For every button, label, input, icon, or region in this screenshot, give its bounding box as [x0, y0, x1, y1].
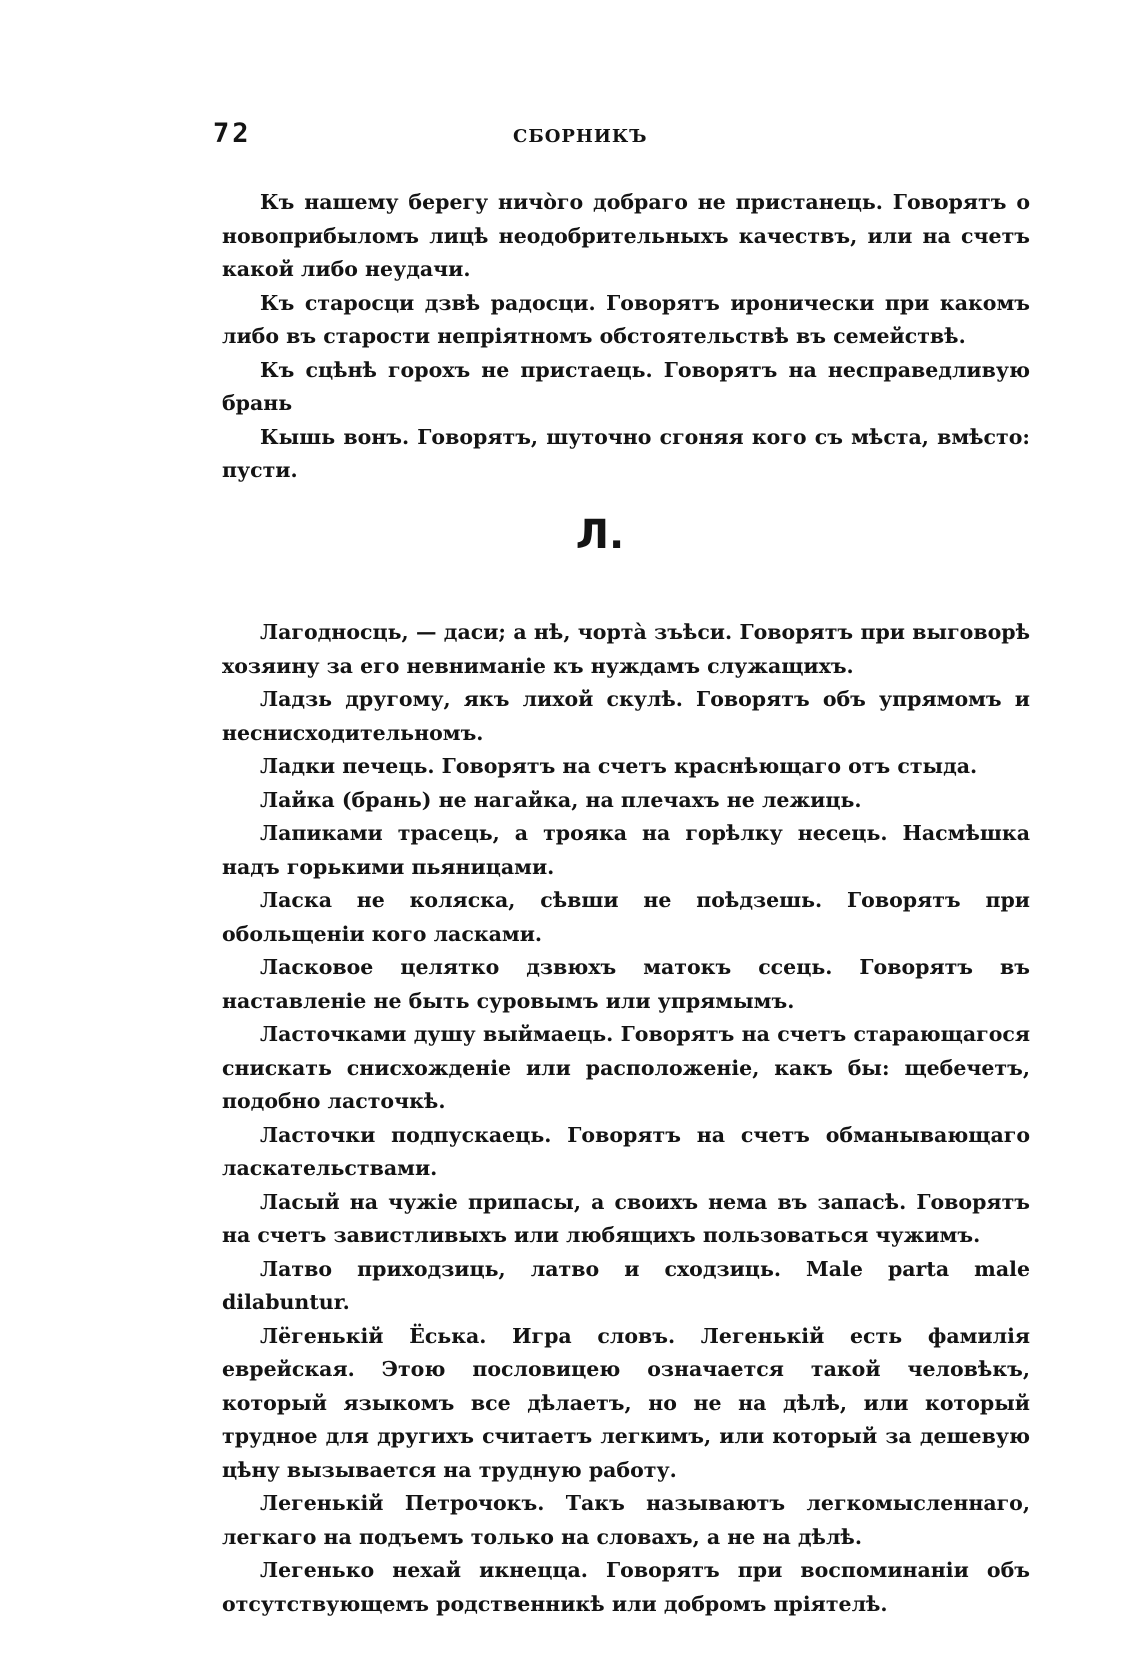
proverb-entry: Лапиками трасець, а троякa на горѣлку несець. Насмѣшка надъ горькими пьяницами. [222, 821, 1030, 879]
section-k-entries [222, 186, 1030, 488]
proverb-entry: Латво приходзиць, латво и сходзиць. Male parta male dilabuntur. [222, 1256, 1030, 1314]
section-heading-letter: Л. [575, 512, 625, 558]
proverb-entry: Къ старосци дзвѣ радосци. Говорятъ иронически при какомъ либо въ старости непріятномъ обстоятельствѣ въ семействѣ. [222, 290, 1030, 348]
section-l-entries [222, 616, 1030, 1621]
page-header [213, 118, 1033, 158]
running-head: СБОРНИКЪ [513, 126, 648, 147]
proverb-entry: Къ нашему берегу ничòго добраго не пристанець. Говорятъ о новоприбыломъ лицѣ неодобрительныхъ качествъ, или на счетъ какой либо неудачи. [222, 190, 1030, 281]
proverb-entry: Лайка (брань) не нагайка, на плечахъ не лежиць. [260, 787, 862, 812]
proverb-entry: Ласка не коляска, сѣвши не поѣдзешь. Говорятъ при обольщеніи кого ласками. [222, 888, 1030, 946]
proverb-entry: Ласый на чужіе припасы, а своихъ нема въ запасѣ. Говорятъ на счетъ завистливыхъ или любящихъ пользоваться чужимъ. [222, 1189, 1030, 1247]
proverb-entry: Ласточки подпускаець. Говорятъ на счетъ обманывающаго ласкательствами. [222, 1122, 1030, 1180]
proverb-entry: Ласковое целятко дзвюхъ матокъ ссець. Говорятъ въ наставленіе не быть суровымъ или упрямымъ. [222, 955, 1030, 1013]
proverb-entry: Ладки печець. Говорятъ на счетъ краснѣющаго отъ стыда. [260, 754, 978, 778]
proverb-entry: Кышь вонъ. Говорятъ, шуточно сгоняя кого съ мѣста, вмѣсто: пусти. [222, 424, 1030, 482]
proverb-entry: Къ сцѣнѣ горохъ не пристаець. Говорятъ на несправедливую брань [222, 357, 1030, 415]
proverb-entry: Легенько нехай икнецца. Говорятъ при воспоминаніи объ отсутствующемъ родственникѣ или добромъ пріятелѣ. [222, 1558, 1030, 1616]
proverb-entry: Ласточками душу выймаець. Говорятъ на счетъ старающагося снискать снисхожденіе или расположеніе, какъ бы: щебечетъ, подобно ласточкѣ. [222, 1022, 1030, 1113]
proverb-entry: Лёгенькій Ёська. Игра словъ. Легенькій есть фамилія еврейская. Этою пословицею означается такой человѣкъ, который языкомъ все дѣлаетъ, но не на дѣлѣ, или который трудное для другихъ считаетъ легкимъ, или который за дешевую цѣну вызывается на трудную работу. [222, 1323, 1030, 1482]
proverb-entry: Ладзь другому, якъ лихой скулѣ. Говорятъ объ упрямомъ и неснисходительномъ. [222, 687, 1030, 745]
proverb-entry: Легенькій Петрочокъ. Такъ называютъ легкомысленнаго, легкаго на подъемъ только на словахъ, а не на дѣлѣ. [222, 1491, 1030, 1549]
proverb-entry: Лагодносць, — даси; а нѣ, чортà зъѣси. Говорятъ при выговорѣ хозяину за его невниманіе къ нуждамъ служащихъ. [222, 620, 1030, 678]
page-number: 72 [213, 118, 252, 149]
